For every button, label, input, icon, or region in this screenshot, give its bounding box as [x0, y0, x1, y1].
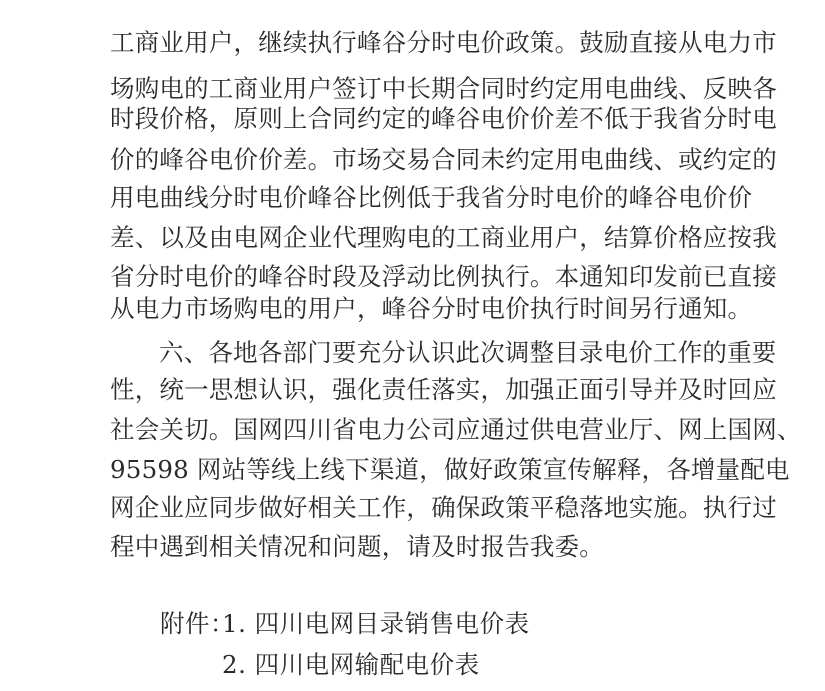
attachment-item-2: 2. 四川电网输配电价表 [222, 650, 480, 679]
paragraph-5-line-8: 从电力市场购电的用户，峰谷分时电价执行时间另行通知。 [110, 294, 753, 323]
paragraph-5-line-4: 价的峰谷电价价差。市场交易合同未约定用电曲线、或约定的 [110, 145, 777, 174]
attachments-label: 附件： [160, 609, 235, 638]
paragraph-5-line-2: 场购电的工商业用户签订中长期合同时约定用电曲线、反映各 [110, 74, 777, 103]
paragraph-5-line-3: 时段价格，原则上合同约定的峰谷电价价差不低于我省分时电 [110, 104, 777, 133]
paragraph-5-line-5: 用电曲线分时电价峰谷比例低于我省分时电价的峰谷电价价 [110, 183, 753, 212]
paragraph-6-line-5: 网企业应同步做好相关工作，确保政策平稳落地实施。执行过 [110, 493, 777, 522]
attachment-item-1: 1. 四川电网目录销售电价表 [222, 609, 530, 638]
paragraph-5-line-1: 工商业用户，继续执行峰谷分时电价政策。鼓励直接从电力市 [110, 28, 777, 57]
paragraph-6-line-3: 社会关切。国网四川省电力公司应通过供电营业厅、网上国网、 [110, 415, 802, 444]
paragraph-5-line-6: 差、以及由电网企业代理购电的工商业用户，结算价格应按我 [110, 223, 777, 252]
paragraph-5-line-7: 省分时电价的峰谷时段及浮动比例执行。本通知印发前已直接 [110, 262, 777, 291]
paragraph-6-line-6: 程中遇到相关情况和问题，请及时报告我委。 [110, 532, 604, 561]
paragraph-6-line-2: 性，统一思想认识，强化责任落实，加强正面引导并及时回应 [110, 375, 777, 404]
paragraph-6-line-1: 六、各地各部门要充分认识此次调整目录电价工作的重要 [159, 338, 777, 367]
paragraph-6-line-4: 95598 网站等线上线下渠道，做好政策宣传解释，各增量配电 [110, 455, 790, 484]
